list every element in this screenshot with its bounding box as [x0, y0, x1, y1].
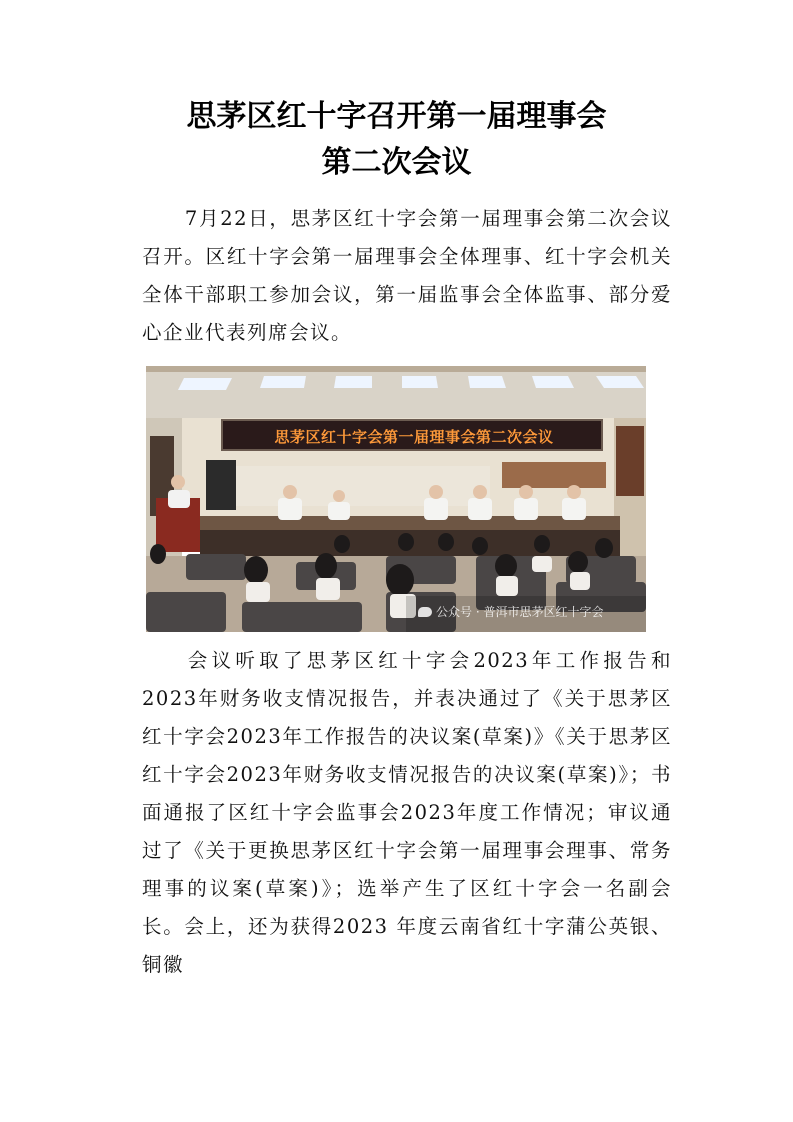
document-title-line1: 思茅区红十字召开第一届理事会 [186, 99, 607, 134]
paragraph-meeting [142, 642, 672, 984]
paragraph-intro [142, 200, 672, 352]
document-title-line2: 第二次会议 [321, 145, 472, 180]
wechat-icon [418, 607, 432, 617]
photo-watermark-text: 公众号 · 普洱市思茅区红十字会 [436, 605, 604, 619]
paragraph-intro-text: 7月22日，思茅区红十字会第一届理事会第二次会议召开。区红十字会第一届理事会全体理事、红十字会机关全体干部职工参加会议，第一届监事会全体监事、部分爱心企业代表列席会议。 [142, 207, 672, 344]
meeting-banner-text: 思茅区红十字会第一届理事会第二次会议 [274, 428, 554, 446]
photo-watermark [418, 602, 603, 622]
meeting-photo [146, 366, 646, 632]
paragraph-meeting-text: 会议听取了思茅区红十字会2023年工作报告和2023年财务收支情况报告，并表决通过了《关于思茅区红十字会2023年工作报告的决议案(草案)》《关于思茅区红十字会2023年财务收支情况报告的决议案(草案)》；书面通报了区红十字会监事会2023年度工作情况；审议通过了《关于更换思茅区红十字会第一届理事会理事、常务理事的议案(草案)》；选举产生了区红十字会一名副会长。会上，还为获得2023 年度云南省红十字蒲公英银、铜徽 [142, 649, 672, 976]
